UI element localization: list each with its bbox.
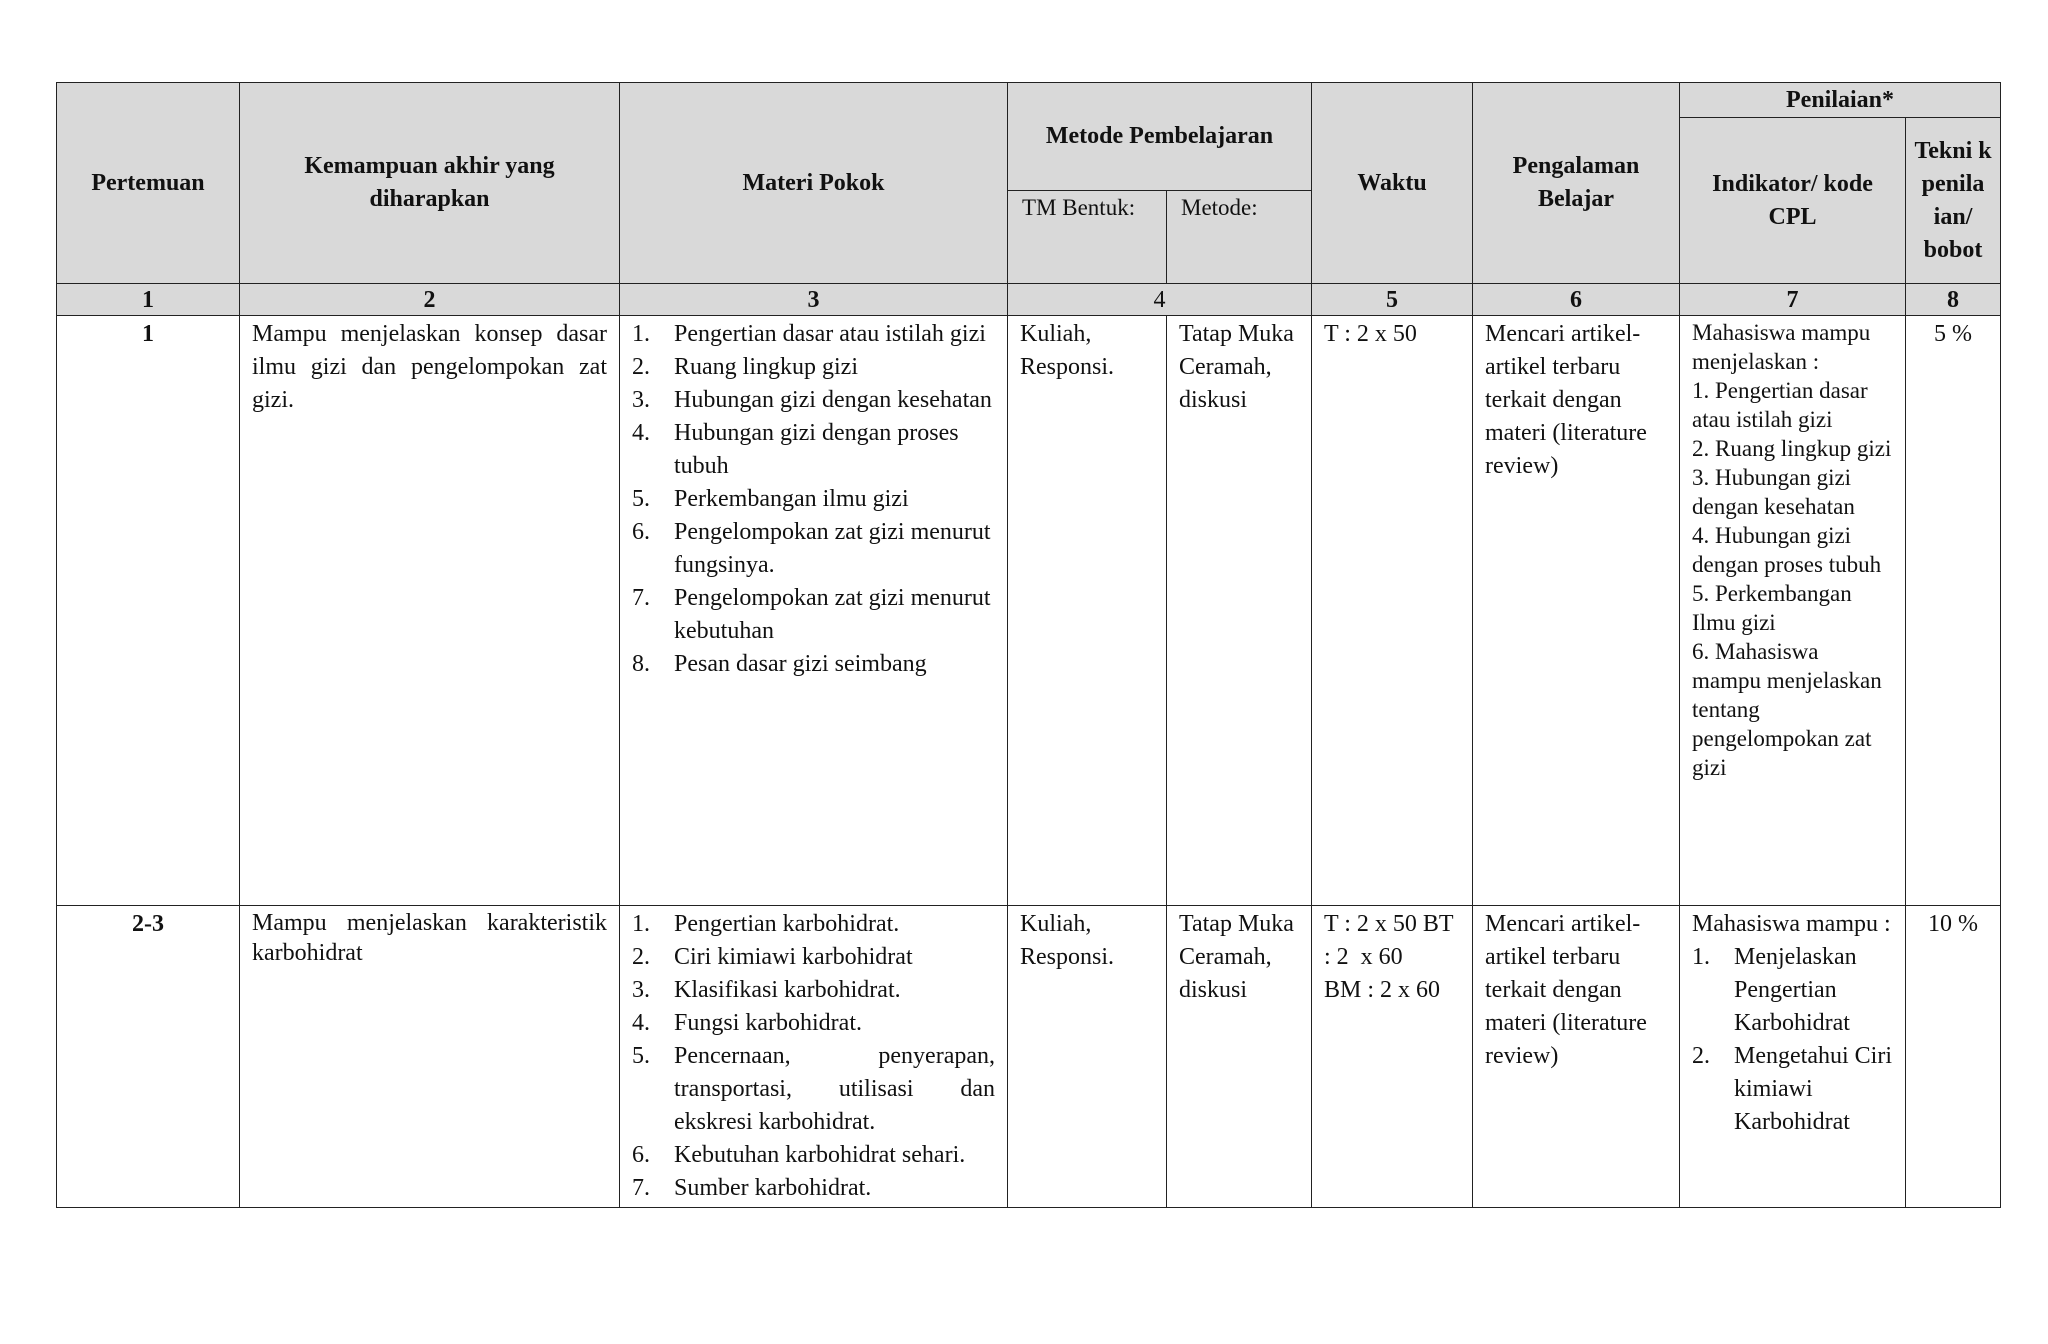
list-item	[632, 384, 995, 417]
header-pengalaman: Pengalaman Belajar	[1473, 83, 1680, 284]
item-text: Pengertian dasar atau istilah gizi	[674, 321, 986, 347]
item-number: 2.	[1692, 1043, 1711, 1069]
pengalaman-cell: Mencari artikel-artikel terbaru terkait dengan materi (literature review)	[1473, 906, 1680, 1208]
list-item	[632, 417, 995, 483]
item-number: 2.	[632, 944, 650, 970]
indikator-intro: Mahasiswa mampu :	[1692, 911, 1891, 937]
item-text: Kebutuhan karbohidrat sehari.	[674, 1142, 966, 1168]
item-number: 3.	[632, 387, 650, 413]
rps-page	[56, 82, 2000, 1208]
bentuk-cell: Kuliah, Responsi.	[1008, 316, 1167, 906]
item-text: Pengelompokan zat gizi menurut fungsinya.	[674, 519, 991, 578]
col-number: 8	[1906, 284, 2001, 316]
item-text: Pesan dasar gizi seimbang	[674, 651, 927, 677]
col-number: 2	[240, 284, 620, 316]
item-text: Klasifikasi karbohidrat.	[674, 977, 901, 1003]
item-number: 4.	[632, 1010, 650, 1036]
col-number: 1	[57, 284, 240, 316]
table-row	[57, 316, 2001, 906]
list-item	[632, 318, 995, 351]
rps-table	[56, 82, 2001, 1208]
item-text: Ruang lingkup gizi	[674, 354, 858, 380]
list-item	[632, 908, 995, 941]
item-number: 5.	[632, 1043, 650, 1069]
item-text: Fungsi karbohidrat.	[674, 1010, 862, 1036]
metode-cell: Tatap Muka Ceramah, diskusi	[1167, 316, 1312, 906]
kemampuan-cell: Mampu menjelaskan konsep dasar ilmu gizi dan pengelompokan zat gizi.	[240, 316, 620, 906]
item-number: 8.	[632, 651, 650, 677]
item-text: Sumber karbohidrat.	[674, 1175, 872, 1201]
item-text: Hubungan gizi dengan proses tubuh	[674, 420, 959, 479]
item-number: 7.	[632, 585, 650, 611]
pengalaman-cell: Mencari artikel-artikel terbaru terkait dengan materi (literature review)	[1473, 316, 1680, 906]
header-teknik-text: Tekni k penila ian/ bobot	[1914, 137, 1992, 263]
indikator-line: 4. Hubungan gizi dengan proses tubuh	[1692, 523, 1882, 577]
item-text: Menjelaskan Pengertian Karbohidrat	[1734, 944, 1857, 1036]
metode-cell: Tatap Muka Ceramah, diskusi	[1167, 906, 1312, 1208]
item-number: 2.	[632, 354, 650, 380]
col-number: 3	[620, 284, 1008, 316]
list-item	[632, 1040, 995, 1139]
pertemuan-cell: 2-3	[57, 906, 240, 1208]
item-number: 5.	[632, 486, 650, 512]
waktu-line: T : 2 x 50 BT	[1324, 911, 1454, 937]
item-number: 1.	[1692, 944, 1711, 970]
list-item	[632, 941, 995, 974]
item-number: 1.	[632, 911, 650, 937]
col-number: 5	[1312, 284, 1473, 316]
list-item	[1692, 1040, 1893, 1139]
indikator-cell	[1680, 906, 1906, 1208]
item-text: Hubungan gizi dengan kesehatan	[674, 387, 992, 413]
materi-list	[632, 908, 995, 1205]
col-number: 7	[1680, 284, 1906, 316]
item-number: 3.	[632, 977, 650, 1003]
header-indikator: Indikator/ kode CPL	[1680, 118, 1906, 284]
waktu-line: BM : 2 x 60	[1324, 977, 1441, 1003]
header-waktu: Waktu	[1312, 83, 1473, 284]
indikator-line: Mahasiswa mampu menjelaskan :	[1692, 320, 1871, 374]
indikator-cell	[1680, 316, 1906, 906]
item-number: 1.	[632, 321, 650, 347]
list-item	[632, 648, 995, 681]
bentuk-cell: Kuliah, Responsi.	[1008, 906, 1167, 1208]
waktu-line: : 2 x 60	[1324, 944, 1403, 970]
materi-cell	[620, 316, 1008, 906]
materi-cell	[620, 906, 1008, 1208]
header-materi: Materi Pokok	[620, 83, 1008, 284]
header-teknik	[1906, 118, 2001, 284]
item-text: Ciri kimiawi karbohidrat	[674, 944, 913, 970]
list-item	[632, 582, 995, 648]
indikator-line: 6. Mahasiswa mampu menjelaskan tentang pengelompokan zat gizi	[1692, 639, 1882, 780]
header-kemampuan: Kemampuan akhir yang diharapkan	[240, 83, 620, 284]
item-text: Perkembangan ilmu gizi	[674, 486, 909, 512]
list-item	[632, 974, 995, 1007]
bobot-cell: 5 %	[1906, 316, 2001, 906]
header-tm-bentuk: TM Bentuk:	[1008, 191, 1167, 284]
item-text: Pengelompokan zat gizi menurut kebutuhan	[674, 585, 991, 644]
list-item	[632, 516, 995, 582]
col-number: 4	[1008, 284, 1312, 316]
waktu-cell	[1312, 906, 1473, 1208]
list-item	[632, 1007, 995, 1040]
list-item	[1692, 941, 1893, 1040]
indikator-line: 3. Hubungan gizi dengan kesehatan	[1692, 465, 1855, 519]
pertemuan-cell: 1	[57, 316, 240, 906]
item-text: Pencernaan, penyerapan, transportasi, utilisasi dan ekskresi karbohidrat.	[674, 1043, 995, 1135]
header-pertemuan: Pertemuan	[57, 83, 240, 284]
kemampuan-cell: Mampu menjelaskan karakteristik karbohidrat	[240, 906, 620, 1208]
indikator-line: 2. Ruang lingkup gizi	[1692, 436, 1892, 461]
item-number: 6.	[632, 1142, 650, 1168]
waktu-cell: T : 2 x 50	[1312, 316, 1473, 906]
header-metode-sub: Metode:	[1167, 191, 1312, 284]
table-row	[57, 906, 2001, 1208]
col-number: 6	[1473, 284, 1680, 316]
indikator-line: 5. Perkembangan Ilmu gizi	[1692, 581, 1852, 635]
item-text: Pengertian karbohidrat.	[674, 911, 900, 937]
list-item	[632, 483, 995, 516]
list-item	[632, 351, 995, 384]
materi-list	[632, 318, 995, 681]
header-metode: Metode Pembelajaran	[1008, 83, 1312, 191]
item-number: 6.	[632, 519, 650, 545]
item-text: Mengetahui Ciri kimiawi Karbohidrat	[1734, 1043, 1892, 1135]
list-item	[632, 1139, 995, 1172]
item-number: 7.	[632, 1175, 650, 1201]
bobot-cell: 10 %	[1906, 906, 2001, 1208]
indikator-line: 1. Pengertian dasar atau istilah gizi	[1692, 378, 1868, 432]
item-number: 4.	[632, 420, 650, 446]
header-penilaian: Penilaian*	[1680, 83, 2001, 118]
list-item	[632, 1172, 995, 1205]
